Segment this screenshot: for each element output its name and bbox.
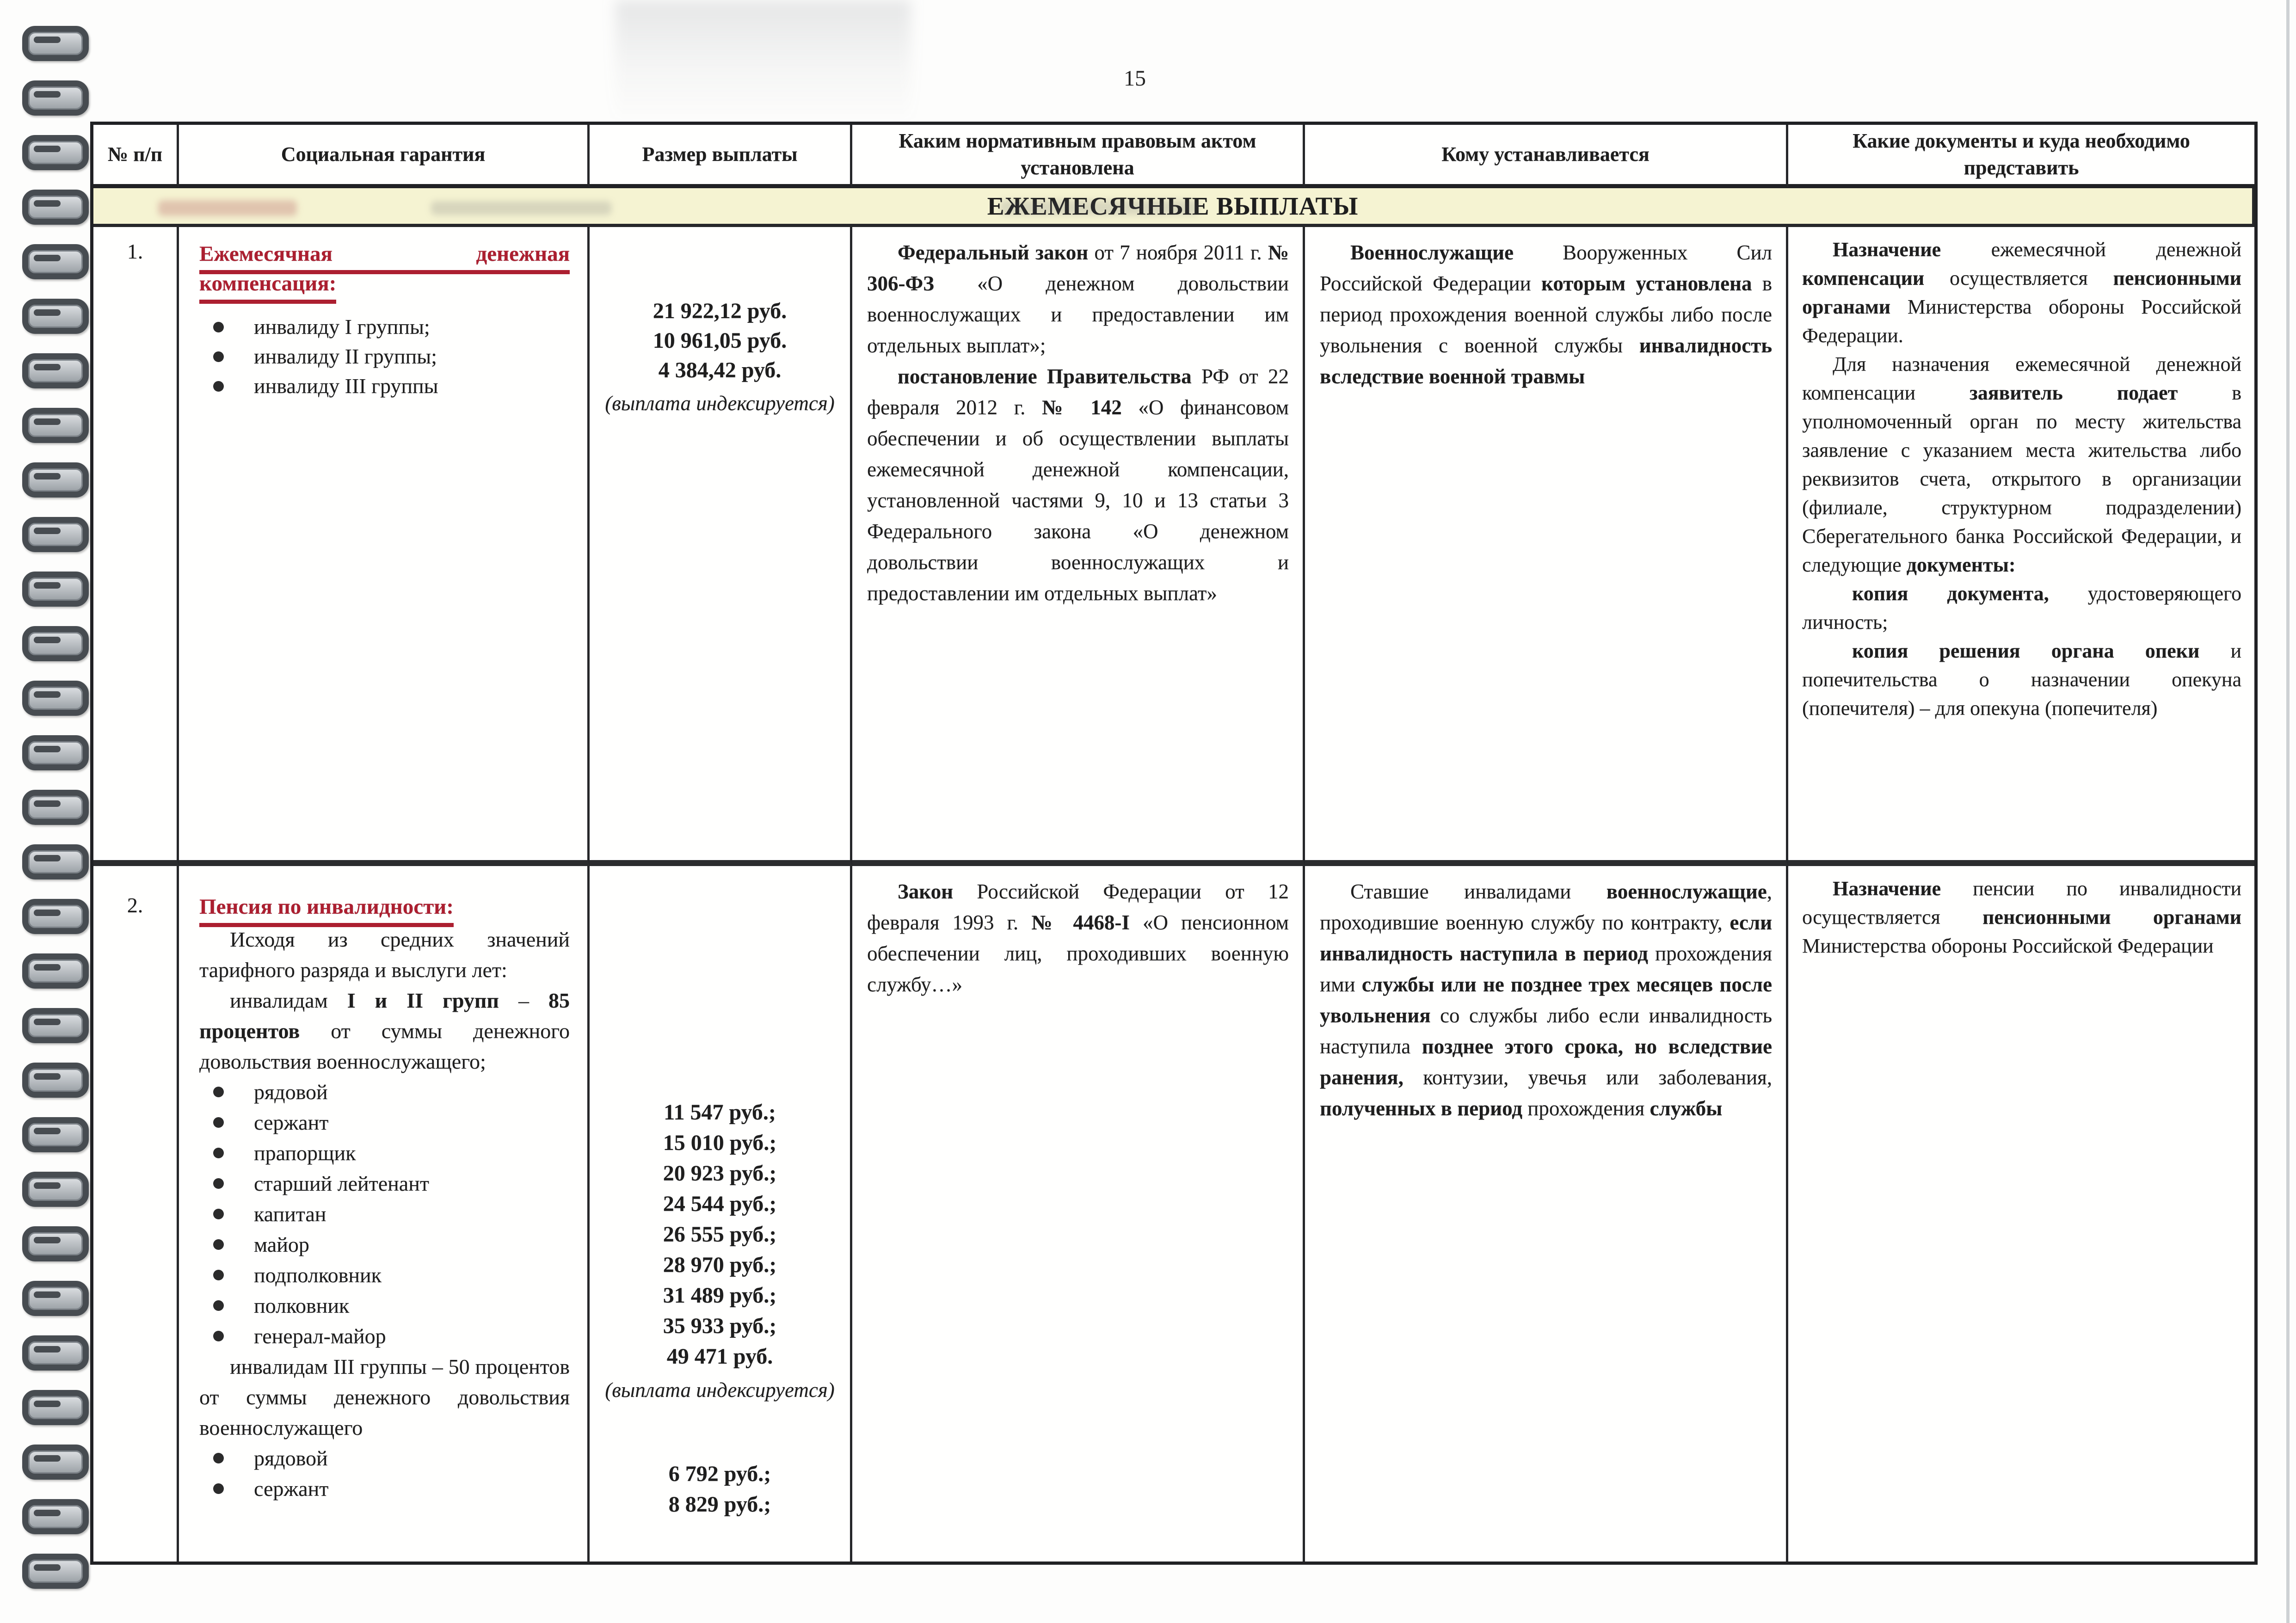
binding-ring	[22, 408, 89, 443]
amount-value: 20 923 руб.;	[663, 1161, 777, 1186]
row2-legal-act-cell	[852, 866, 1305, 1562]
binding-ring	[22, 790, 89, 825]
header-cell-num: № п/п	[93, 125, 179, 188]
binding-ring	[22, 244, 89, 279]
list-item: сержант	[199, 1474, 570, 1504]
row1-legal-act-cell	[852, 227, 1305, 866]
list-item: рядовой	[199, 1077, 570, 1107]
list-item: полковник	[199, 1291, 570, 1321]
binding-ring	[22, 190, 89, 225]
header-cell-act: Каким нормативным правовым актом установлена	[852, 125, 1305, 188]
paragraph: Федеральный закон от 7 ноября 2011 г. № 306-ФЗ «О денежном довольствии военнослужащих и предоставлении им отдельных выплат»;	[867, 241, 1289, 357]
row1-documents-cell	[1788, 227, 2254, 866]
paragraph: инвалидам I и II групп – 85 процентов от суммы денежного довольствия военнослужащего;	[199, 989, 570, 1073]
binding-ring	[22, 1335, 89, 1371]
paragraph: постановление Правительства РФ от 22 февраля 2012 г. № 142 «О финансовом обеспечении и об осуществлении выплаты ежемесячной денежной компенсации, установленной частями 9, 10 и 13 статьи 3 Федерального закона «О денежном довольствии военнослужащих и предоставлении им отдельных выплат»	[867, 365, 1289, 605]
binding-ring	[22, 135, 89, 170]
list-item: старший лейтенант	[199, 1168, 570, 1199]
paragraph: Назначение ежемесячной денежной компенсации осуществляется пенсионными органами Министерства обороны Российской Федерации.	[1802, 238, 2241, 347]
binding-ring	[22, 1499, 89, 1534]
paragraph: копия документа, удостоверяющего личность;	[1802, 582, 2241, 633]
row1-number: 1.	[93, 227, 179, 866]
scan-shadow-artifact	[615, 0, 911, 125]
list-item: прапорщик	[199, 1138, 570, 1168]
row2-amount-cell	[590, 866, 852, 1562]
list-item: капитан	[199, 1199, 570, 1230]
paragraph: Ставшие инвалидами военнослужащие, проходившие военную службу по контракту, если инвалидность наступила в период прохождения ими службы или не позднее трех месяцев после увольнения со службы либо если инвалидность наступила позднее этого срока, но вследствие ранения, контузии, увечья или заболевания, полученных в период прохождения службы	[1320, 880, 1772, 1120]
list-item: подполковник	[199, 1260, 570, 1291]
header-cell-amount: Размер выплаты	[590, 125, 852, 188]
binding-ring	[22, 1226, 89, 1261]
binding-ring	[22, 462, 89, 498]
list-item: майор	[199, 1230, 570, 1260]
binding-ring	[22, 1554, 89, 1589]
list-item: генерал-майор	[199, 1321, 570, 1352]
amount-value: 6 792 руб.;	[668, 1462, 771, 1486]
binding-ring	[22, 626, 89, 661]
paragraph: Назначение пенсии по инвалидности осуществляется пенсионными органами Министерства обороны Российской Федерации	[1802, 877, 2241, 957]
binding-ring	[22, 1117, 89, 1152]
amount-note: (выплата индексируется)	[605, 1378, 835, 1402]
row2-number: 2.	[93, 866, 179, 1562]
benefits-table	[90, 122, 2258, 1565]
binding-ring	[22, 681, 89, 716]
row1-recipients-cell	[1305, 227, 1788, 866]
row2-documents-cell	[1788, 866, 2254, 1562]
amount-value: 15 010 руб.;	[663, 1131, 777, 1155]
row2-rank-list-1	[199, 1077, 570, 1352]
amount-value: 24 544 руб.;	[663, 1192, 777, 1216]
row2-rank-list-2	[199, 1443, 570, 1504]
binding-ring	[22, 1063, 89, 1098]
amount-note: (выплата индексируется)	[605, 392, 835, 415]
amount-value: 4 384,42 руб.	[658, 358, 782, 382]
amount-value: 31 489 руб.;	[663, 1283, 777, 1308]
binding-ring	[22, 1445, 89, 1480]
row2-guarantee-cell	[179, 866, 590, 1562]
list-item: инвалиду I группы;	[199, 312, 570, 342]
binding-ring	[22, 1172, 89, 1207]
amount-value: 10 961,05 руб.	[652, 328, 787, 353]
page-edge-shadow	[2286, 0, 2290, 1623]
list-item: инвалиду II группы;	[199, 342, 570, 371]
paragraph: копия решения органа опеки и попечительства о назначении опекуна (попечителя) – для опекуна (попечителя)	[1802, 639, 2241, 719]
row1-guarantee-title: Ежемесячная денежная компенсация:	[199, 239, 570, 298]
binding-ring	[22, 735, 89, 770]
binding-ring	[22, 899, 89, 934]
binding-ring	[22, 953, 89, 989]
section-title: ЕЖЕМЕСЯЧНЫЕ ВЫПЛАТЫ	[987, 192, 1359, 220]
binding-ring	[22, 1390, 89, 1425]
ghost-text-artifact	[158, 200, 297, 216]
binding-ring	[22, 80, 89, 116]
section-row-monthly-payments	[93, 188, 2254, 227]
paragraph: Закон Российской Федерации от 12 февраля 1993 г. № 4468-I «О пенсионном обеспечении лиц, проходивших военную службу…»	[867, 880, 1289, 996]
paragraph: Для назначения ежемесячной денежной компенсации заявитель подает в уполномоченный орган по месту жительства заявление с указанием места жительства либо реквизитов счета, открытого в организации (филиале, структурном подразделении) Сберегательного банка Российской Федерации, и следующие документы:	[1802, 353, 2241, 576]
binding-ring	[22, 26, 89, 61]
binding-ring	[22, 517, 89, 552]
binding-ring	[22, 1008, 89, 1043]
row1-amount-cell	[590, 227, 852, 866]
row1-disability-list	[199, 312, 570, 401]
binding-ring	[22, 353, 89, 388]
binding-ring	[22, 299, 89, 334]
header-cell-docs: Какие документы и куда необходимо представить	[1788, 125, 2254, 188]
list-item: инвалиду III группы	[199, 371, 570, 401]
row2-recipients-cell	[1305, 866, 1788, 1562]
list-item: сержант	[199, 1107, 570, 1138]
amount-value: 26 555 руб.;	[663, 1222, 777, 1247]
row2-guarantee-title: Пенсия по инвалидности:	[199, 892, 570, 922]
amount-value: 28 970 руб.;	[663, 1253, 777, 1277]
header-cell-who: Кому устанавливается	[1305, 125, 1788, 188]
ghost-text-artifact	[1000, 200, 1199, 215]
ghost-text-artifact	[431, 201, 611, 215]
amount-value: 21 922,12 руб.	[652, 299, 787, 323]
paragraph: Военнослужащие Вооруженных Сил Российской Федерации которым установлена в период прохождения военной службы либо после увольнения с военной службы инвалидность вследствие военной травмы	[1320, 241, 1772, 388]
paragraph: инвалидам III группы – 50 процентов от суммы денежного довольствия военнослужащего	[199, 1355, 570, 1439]
binding-ring	[22, 572, 89, 607]
amount-value: 35 933 руб.;	[663, 1314, 777, 1338]
amount-value: 8 829 руб.;	[668, 1492, 771, 1517]
binding-ring	[22, 1281, 89, 1316]
paragraph: Исходя из средних значений тарифного разряда и выслуги лет:	[199, 928, 570, 982]
row1-guarantee-cell	[179, 227, 590, 866]
amount-value: 11 547 руб.;	[664, 1100, 776, 1125]
list-item: рядовой	[199, 1443, 570, 1474]
binding-ring	[22, 844, 89, 879]
header-cell-guarantee: Социальная гарантия	[179, 125, 590, 188]
amount-value: 49 471 руб.	[666, 1344, 773, 1369]
page-number: 15	[1124, 66, 1146, 91]
